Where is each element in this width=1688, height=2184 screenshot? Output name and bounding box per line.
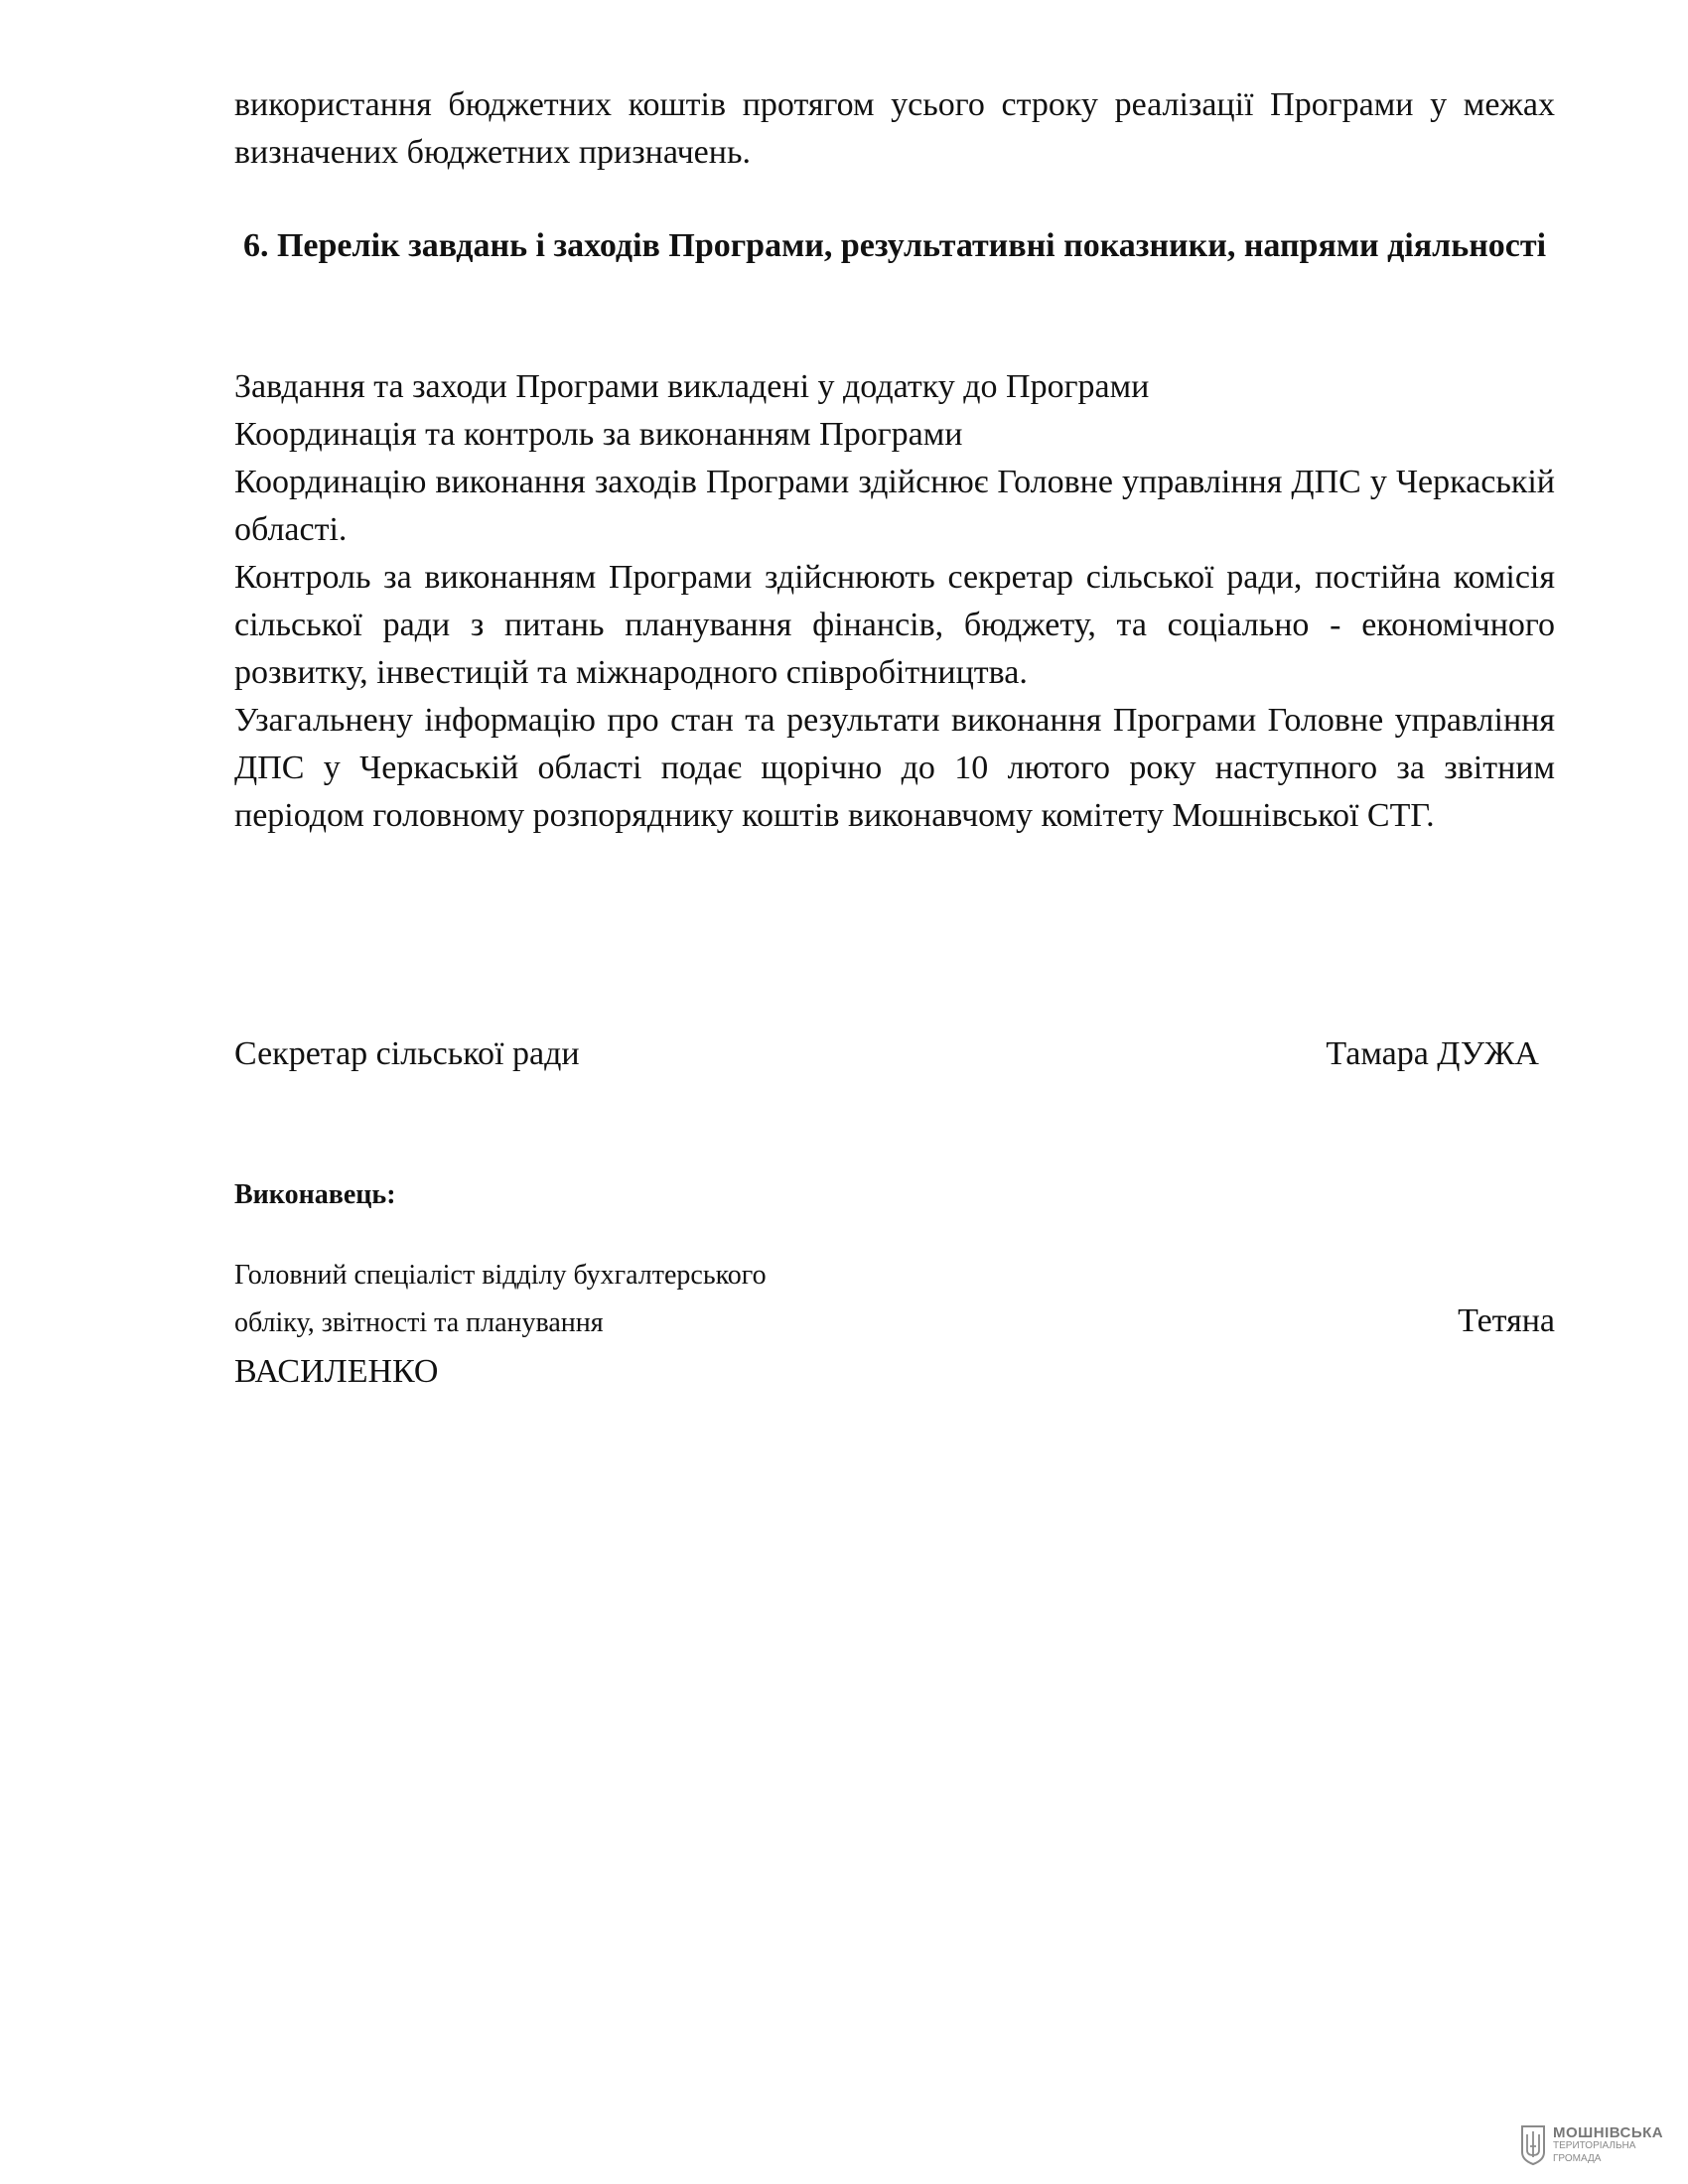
body-paragraph-coordination: Координацію виконання заходів Програми здійснює Головне управління ДПС у Черкаській області. [234,464,1555,548]
executor-row [234,1298,1555,1346]
executor-position-line1: Головний спеціаліст відділу бухгалтерського [234,1260,767,1291]
logo-line2: ТЕРИТОРІАЛЬНА [1553,2139,1636,2151]
body-paragraph-control: Контроль за виконанням Програми здійснюють секретар сільської ради, постійна комісія сільської ради з питань планування фінансів, бюджету, та соціально - економічного розвитку, інвестицій та міжнародного співробітництва. [234,559,1555,691]
body-line-tasks: Завдання та заходи Програми викладені у додатку до Програми [234,368,1150,405]
body-line-coordination-title: Координація та контроль за виконанням Програми [234,416,963,453]
executor-first-name: Тетяна [1458,1302,1555,1339]
logo-line1: МОШНІВСЬКА [1553,2123,1664,2141]
section-body [234,363,1555,840]
logo-text [1553,2123,1664,2165]
community-logo [1519,2122,1678,2168]
section-heading: 6. Перелік завдань і заходів Програми, результативні показники, напрями діяльності [242,227,1547,264]
logo-line3: ГРОМАДА [1553,2152,1602,2164]
trident-icon [1519,2124,1547,2166]
executor-block [234,1253,1555,1398]
executor-label: Виконавець: [234,1179,396,1210]
signature-name: Тамара ДУЖА [1326,1035,1539,1072]
signature-row [234,1030,1555,1078]
executor-position-line2: обліку, звітності та планування [234,1307,604,1338]
body-paragraph-report: Узагальнену інформацію про стан та результати виконання Програми Головне управління ДПС у Черкаській області подає щорічно до 10 лютого року наступного за звітним періодом головному розпоряднику коштів виконавчому комітету Мошнівської СТГ. [234,702,1555,834]
intro-paragraph: використання бюджетних коштів протягом усього строку реалізації Програми у межах визначених бюджетних призначень. [234,86,1555,171]
signature-title: Секретар сільської ради [234,1035,580,1072]
executor-surname: ВАСИЛЕНКО [234,1353,439,1390]
